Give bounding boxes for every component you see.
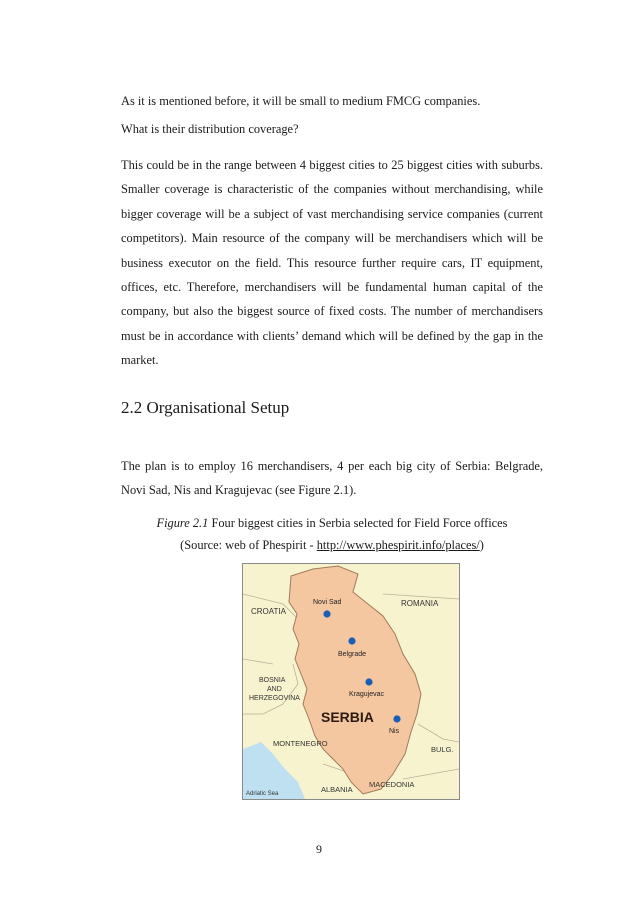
serbia-label: SERBIA: [321, 709, 374, 725]
page-number: 9: [316, 842, 322, 856]
belgrade-dot: [348, 637, 355, 644]
albania-label: ALBANIA: [321, 785, 353, 794]
question-paragraph: What is their distribution coverage?: [121, 122, 299, 136]
kragujevac-label: Kragujevac: [349, 691, 385, 698]
adriatic-sea-label: Adriatic Sea: [246, 791, 279, 797]
nis-label: Nis: [389, 728, 400, 735]
figure-title: Four biggest cities in Serbia selected for Field Force offices: [208, 516, 508, 530]
figure-source-suffix: ): [479, 538, 484, 552]
macedonia-label: MACEDONIA: [369, 780, 415, 789]
section-heading: 2.2 Organisational Setup: [121, 398, 290, 417]
belgrade-label: Belgrade: [338, 651, 367, 658]
romania-label: ROMANIA: [401, 599, 439, 608]
novi-sad-dot: [323, 610, 330, 617]
serbia-map: [242, 563, 460, 800]
figure-label: Figure 2.1: [156, 516, 209, 530]
croatia-label: CROATIA: [251, 607, 286, 616]
figure-caption: [121, 512, 543, 556]
plan-paragraph: The plan is to employ 16 merchandisers, 4 per each big city of Serbia: Belgrade, Novi Sad, Nis and Kragujevac (see Figure 2.1).: [121, 459, 543, 498]
intro-paragraph: As it is mentioned before, it will be small to medium FMCG companies.: [121, 94, 481, 108]
kragujevac-dot: [365, 678, 372, 685]
figure-source-prefix: (Source: web of Phespirit -: [180, 538, 317, 552]
novi-sad-label: Novi Sad: [313, 599, 342, 606]
figure-source-link[interactable]: http://www.phespirit.info/places/: [316, 538, 480, 552]
bosnia-label-1: BOSNIA: [259, 677, 286, 684]
bulgaria-label: BULG.: [431, 745, 454, 754]
bosnia-label-2: AND: [267, 686, 282, 693]
bosnia-label-3: HERZEGOVINA: [249, 695, 300, 702]
nis-dot: [393, 715, 400, 722]
coverage-paragraph: This could be in the range between 4 biggest cities to 25 biggest cities with suburbs. Smaller coverage is characteristic of the companies without merchandising, while bigger coverage will be a subject of vast merchandising service companies (current competitors). Main resource of the company will be merchandisers which will be business executor on the field. This resource further require cars, IT equipment, offices, etc. Therefore, merchandisers will be fundamental human capital of the company, but also the biggest source of fixed costs. The number of merchandisers must be in accordance with clients’ demand which will be defined by the gap in the market.: [121, 158, 543, 368]
montenegro-label: MONTENEGRO: [273, 739, 328, 748]
